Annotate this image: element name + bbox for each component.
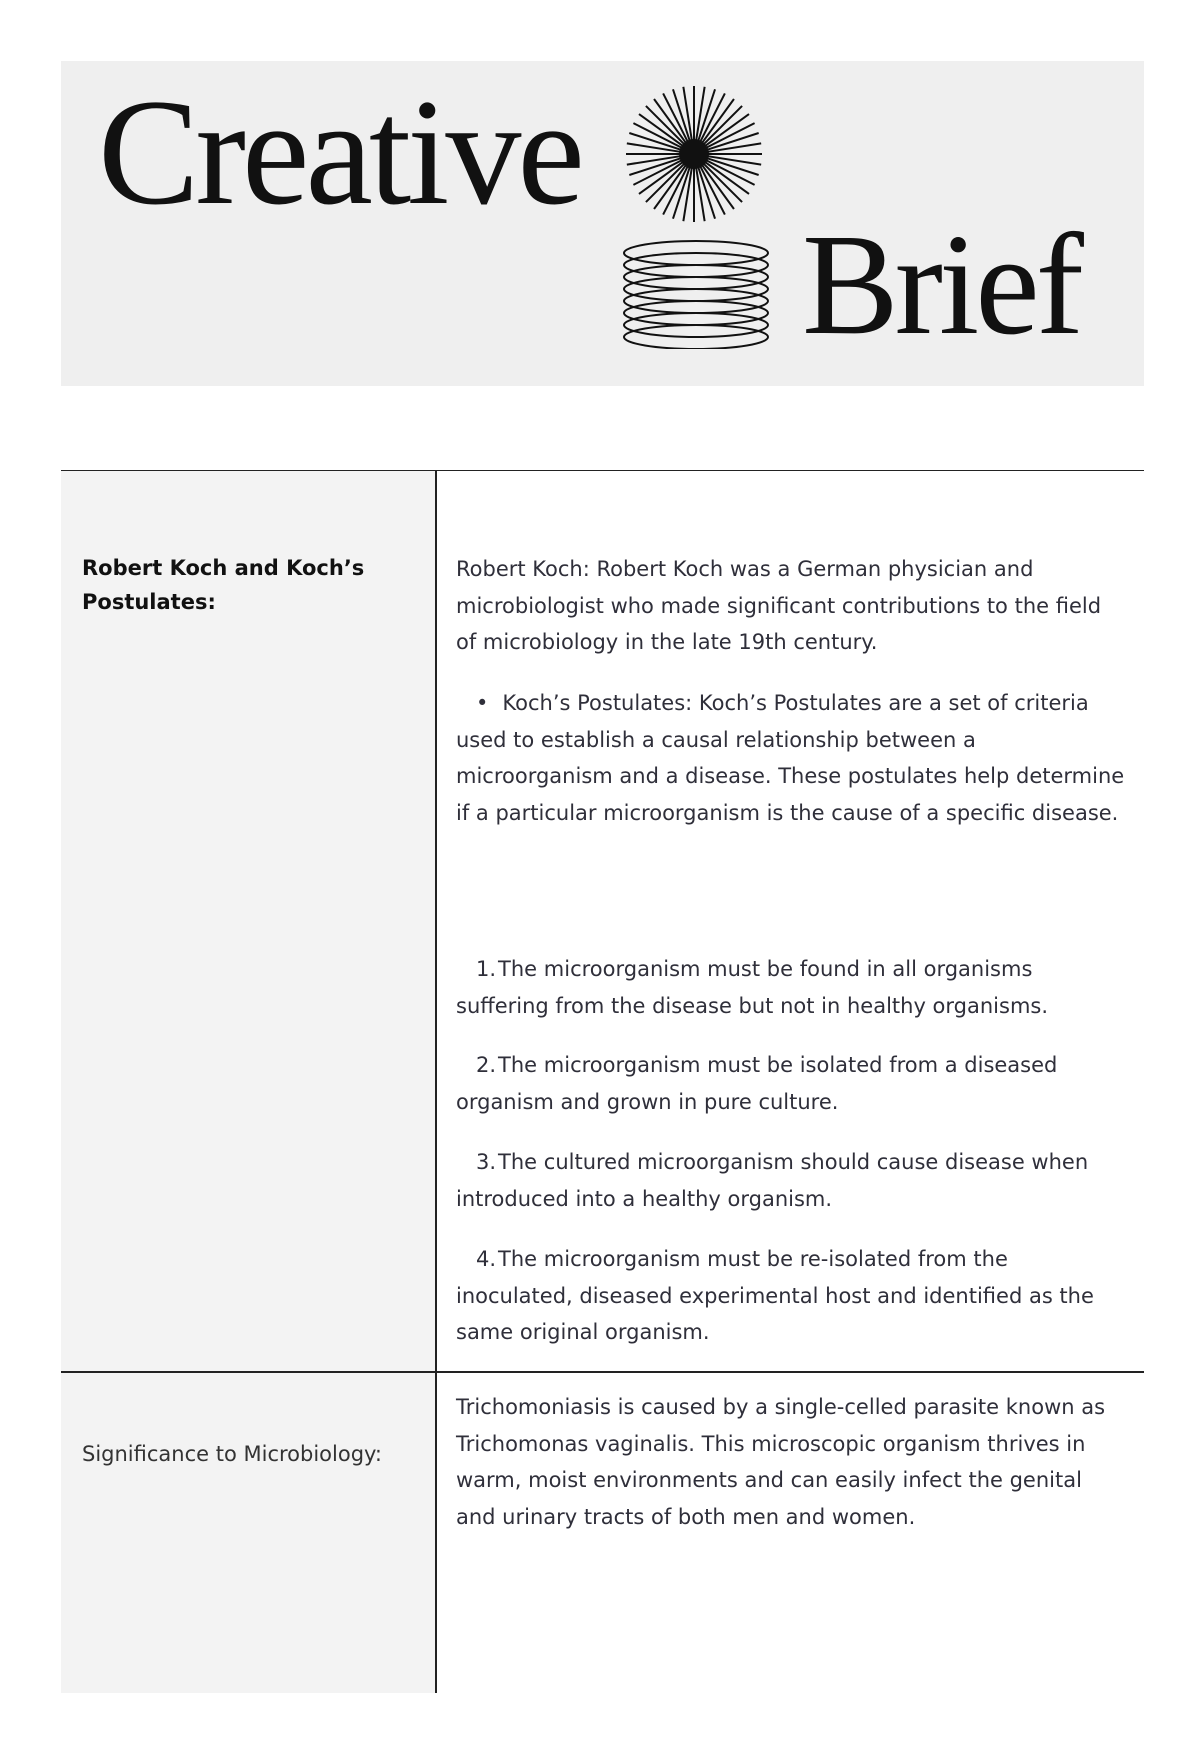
postulate-text: The microorganism must be re-isolated from the inoculated, diseased experimental host and identified as the same original organism. <box>456 1247 1094 1344</box>
postulate-item <box>456 1144 1126 1217</box>
label-column <box>61 471 435 1693</box>
column-divider <box>435 471 437 1693</box>
postulate-number: 3. <box>476 1150 497 1174</box>
postulate-text: The cultured microorganism should cause disease when introduced into a healthy organism. <box>456 1150 1089 1211</box>
bullet-mark: • <box>476 691 489 715</box>
postulate-number: 1. <box>476 957 497 981</box>
postulate-text: The microorganism must be found in all organisms suffering from the disease but not in healthy organisms. <box>456 957 1049 1018</box>
bullet-text: Koch’s Postulates: Koch’s Postulates are a set of criteria used to establish a causal relationship between a microorganism and a disease. These postulates help determine if a particular microorganism is the cause of a specific disease. <box>456 691 1125 825</box>
postulate-number: 4. <box>476 1247 497 1271</box>
coil-icon <box>621 239 771 349</box>
postulate-item <box>456 1241 1126 1351</box>
row-divider <box>61 1371 1144 1373</box>
postulate-number: 2. <box>476 1053 497 1077</box>
row-label-significance: Significance to Microbiology: <box>82 1442 383 1466</box>
significance-paragraph: Trichomoniasis is caused by a single-celled parasite known as Trichomonas vaginalis. This microscopic organism thrives in warm, moist environments and can easily infect the genital and urinary tracts of both men and women. <box>456 1395 1106 1529</box>
postulate-item <box>456 1047 1126 1120</box>
postulate-text: The microorganism must be isolated from a diseased organism and grown in pure culture. <box>456 1053 1058 1114</box>
title-brief: Brief <box>802 205 1080 365</box>
header-banner <box>61 61 1144 386</box>
postulates-bullet <box>456 685 1126 831</box>
koch-intro-paragraph: Robert Koch: Robert Koch was a German physician and microbiologist who made significant contributions to the field of microbiology in the late 19th century. <box>456 557 1102 654</box>
sunburst-icon <box>624 84 764 224</box>
row-label-koch: Robert Koch and Koch’s Postulates: <box>82 556 365 614</box>
postulate-item <box>456 951 1126 1024</box>
title-creative: Creative <box>98 68 581 236</box>
brief-table <box>61 470 1144 1693</box>
